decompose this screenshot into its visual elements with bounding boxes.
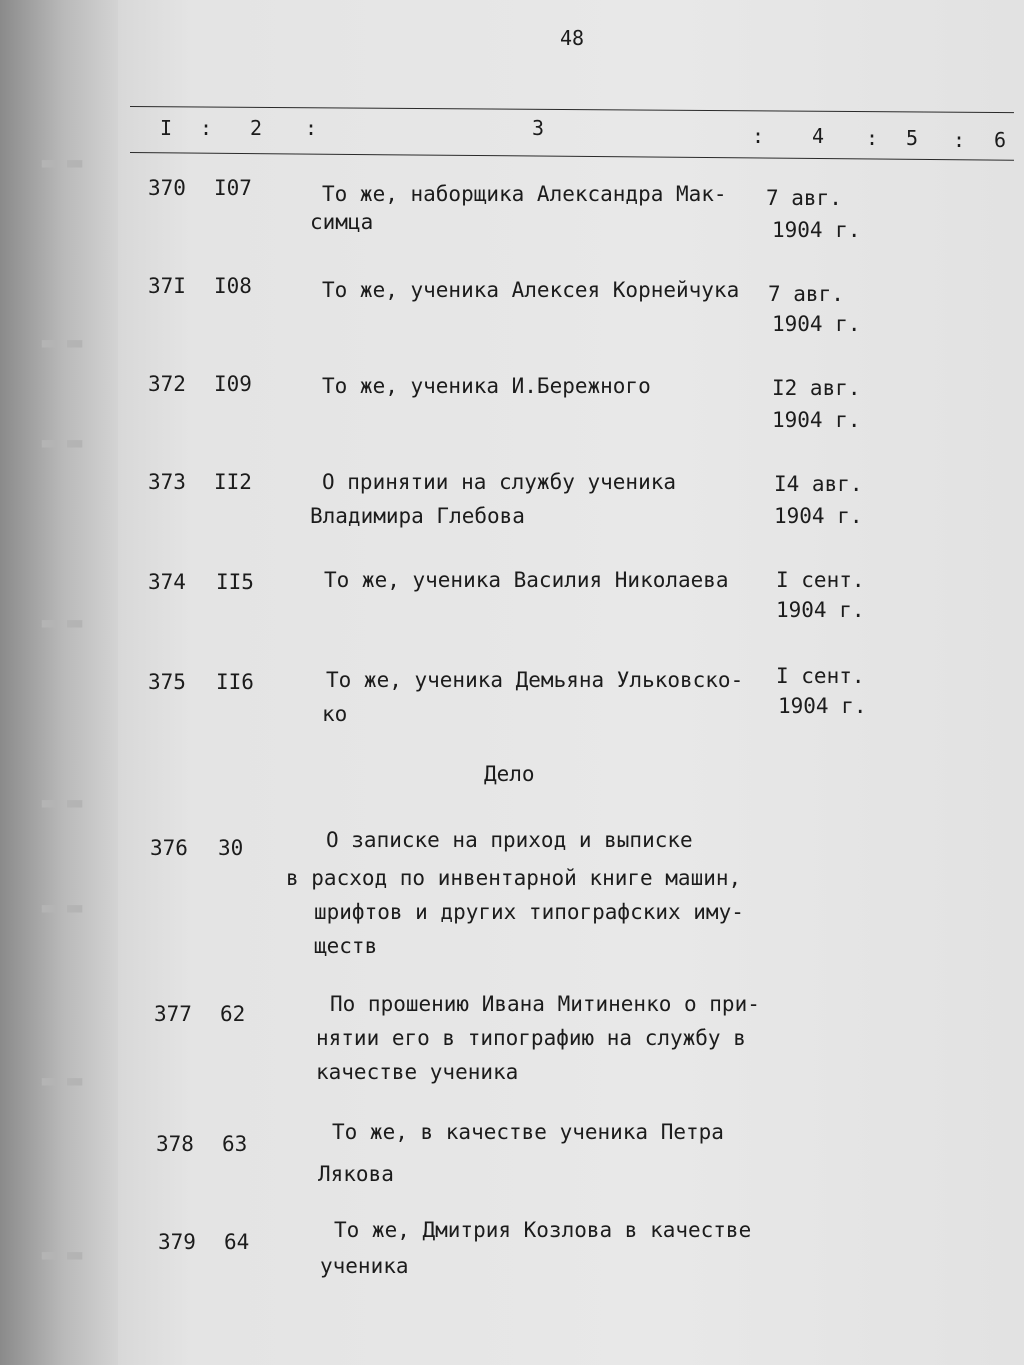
row-description: То же, в качестве ученика Петра bbox=[332, 1120, 724, 1144]
header-col-3: 3 bbox=[532, 116, 545, 140]
header-separator: : bbox=[305, 116, 318, 140]
bleed-through-mark: ▬ ▬ bbox=[40, 430, 85, 454]
page-number: 48 bbox=[560, 26, 585, 50]
row-date: I сент. bbox=[776, 664, 865, 688]
row-number: 376 bbox=[150, 836, 188, 860]
old-number: I09 bbox=[214, 372, 252, 396]
row-date: 1904 г. bbox=[774, 504, 863, 528]
bleed-through-mark: ▬ ▬ bbox=[40, 1242, 85, 1266]
bleed-through-mark: ▬ ▬ bbox=[40, 330, 85, 354]
old-number: II2 bbox=[214, 470, 252, 494]
section-title: Дело bbox=[484, 762, 535, 786]
old-number: 62 bbox=[220, 1002, 246, 1026]
header-separator: : bbox=[866, 126, 879, 150]
row-description: шрифтов и других типографских иму- bbox=[314, 900, 744, 924]
row-number: 374 bbox=[148, 570, 186, 594]
header-separator: : bbox=[752, 124, 765, 148]
row-number: 379 bbox=[158, 1230, 196, 1254]
row-description: О принятии на службу ученика bbox=[322, 470, 677, 494]
row-number: 377 bbox=[154, 1002, 192, 1026]
header-col-4: 4 bbox=[812, 124, 825, 148]
row-date: 1904 г. bbox=[772, 312, 861, 336]
row-number: 370 bbox=[148, 176, 186, 200]
row-description: в расход по инвентарной книге машин, bbox=[286, 866, 742, 890]
row-description: То же, Дмитрия Козлова в качестве bbox=[334, 1218, 752, 1242]
row-description: По прошению Ивана Митиненко о при- bbox=[330, 992, 760, 1016]
row-date: I2 авг. bbox=[772, 376, 861, 400]
bleed-through-mark: ▬ ▬ bbox=[40, 895, 85, 919]
row-description: О записке на приход и выписке bbox=[326, 828, 693, 852]
row-description: нятии его в типографию на службу в bbox=[316, 1026, 746, 1050]
row-description: То же, ученика Василия Николаева bbox=[324, 568, 729, 592]
row-date: 1904 г. bbox=[778, 694, 867, 718]
old-number: I07 bbox=[214, 176, 252, 200]
row-date: 1904 г. bbox=[776, 598, 865, 622]
old-number: I08 bbox=[214, 274, 252, 298]
row-description: То же, наборщика Александра Мак- bbox=[322, 182, 727, 206]
row-description: ществ bbox=[314, 934, 378, 958]
row-description: То же, ученика И.Бережного bbox=[322, 374, 651, 398]
row-description: То же, ученика Алексея Корнейчука bbox=[322, 278, 740, 302]
header-separator: : bbox=[953, 128, 966, 152]
old-number: II5 bbox=[216, 570, 254, 594]
row-number: 378 bbox=[156, 1132, 194, 1156]
row-date: I сент. bbox=[776, 568, 865, 592]
bleed-through-mark: ▬ ▬ bbox=[40, 1068, 85, 1092]
row-description: ко bbox=[322, 702, 348, 726]
bleed-through-mark: ▬ ▬ bbox=[40, 790, 85, 814]
row-number: 372 bbox=[148, 372, 186, 396]
row-date: 1904 г. bbox=[772, 408, 861, 432]
header-col-1: I bbox=[160, 116, 173, 140]
row-description: Лякова bbox=[318, 1162, 394, 1186]
old-number: 64 bbox=[224, 1230, 250, 1254]
row-description: Владимира Глебова bbox=[310, 504, 525, 528]
header-col-2: 2 bbox=[250, 116, 263, 140]
row-description: симца bbox=[310, 210, 374, 234]
row-date: 7 авг. bbox=[766, 186, 842, 210]
row-date: 1904 г. bbox=[772, 218, 861, 242]
row-number: 375 bbox=[148, 670, 186, 694]
bleed-through-mark: ▬ ▬ bbox=[40, 610, 85, 634]
old-number: 63 bbox=[222, 1132, 248, 1156]
row-description: ученика bbox=[320, 1254, 409, 1278]
row-description: качестве ученика bbox=[316, 1060, 519, 1084]
row-number: 37I bbox=[148, 274, 186, 298]
row-date: 7 авг. bbox=[768, 282, 844, 306]
row-date: I4 авг. bbox=[774, 472, 863, 496]
old-number: II6 bbox=[216, 670, 254, 694]
row-number: 373 bbox=[148, 470, 186, 494]
header-separator: : bbox=[200, 116, 213, 140]
header-col-6: 6 bbox=[994, 128, 1007, 152]
header-col-5: 5 bbox=[906, 126, 919, 150]
bleed-through-mark: ▬ ▬ bbox=[40, 150, 85, 174]
old-number: 30 bbox=[218, 836, 244, 860]
row-description: То же, ученика Демьяна Ульковско- bbox=[326, 668, 744, 692]
